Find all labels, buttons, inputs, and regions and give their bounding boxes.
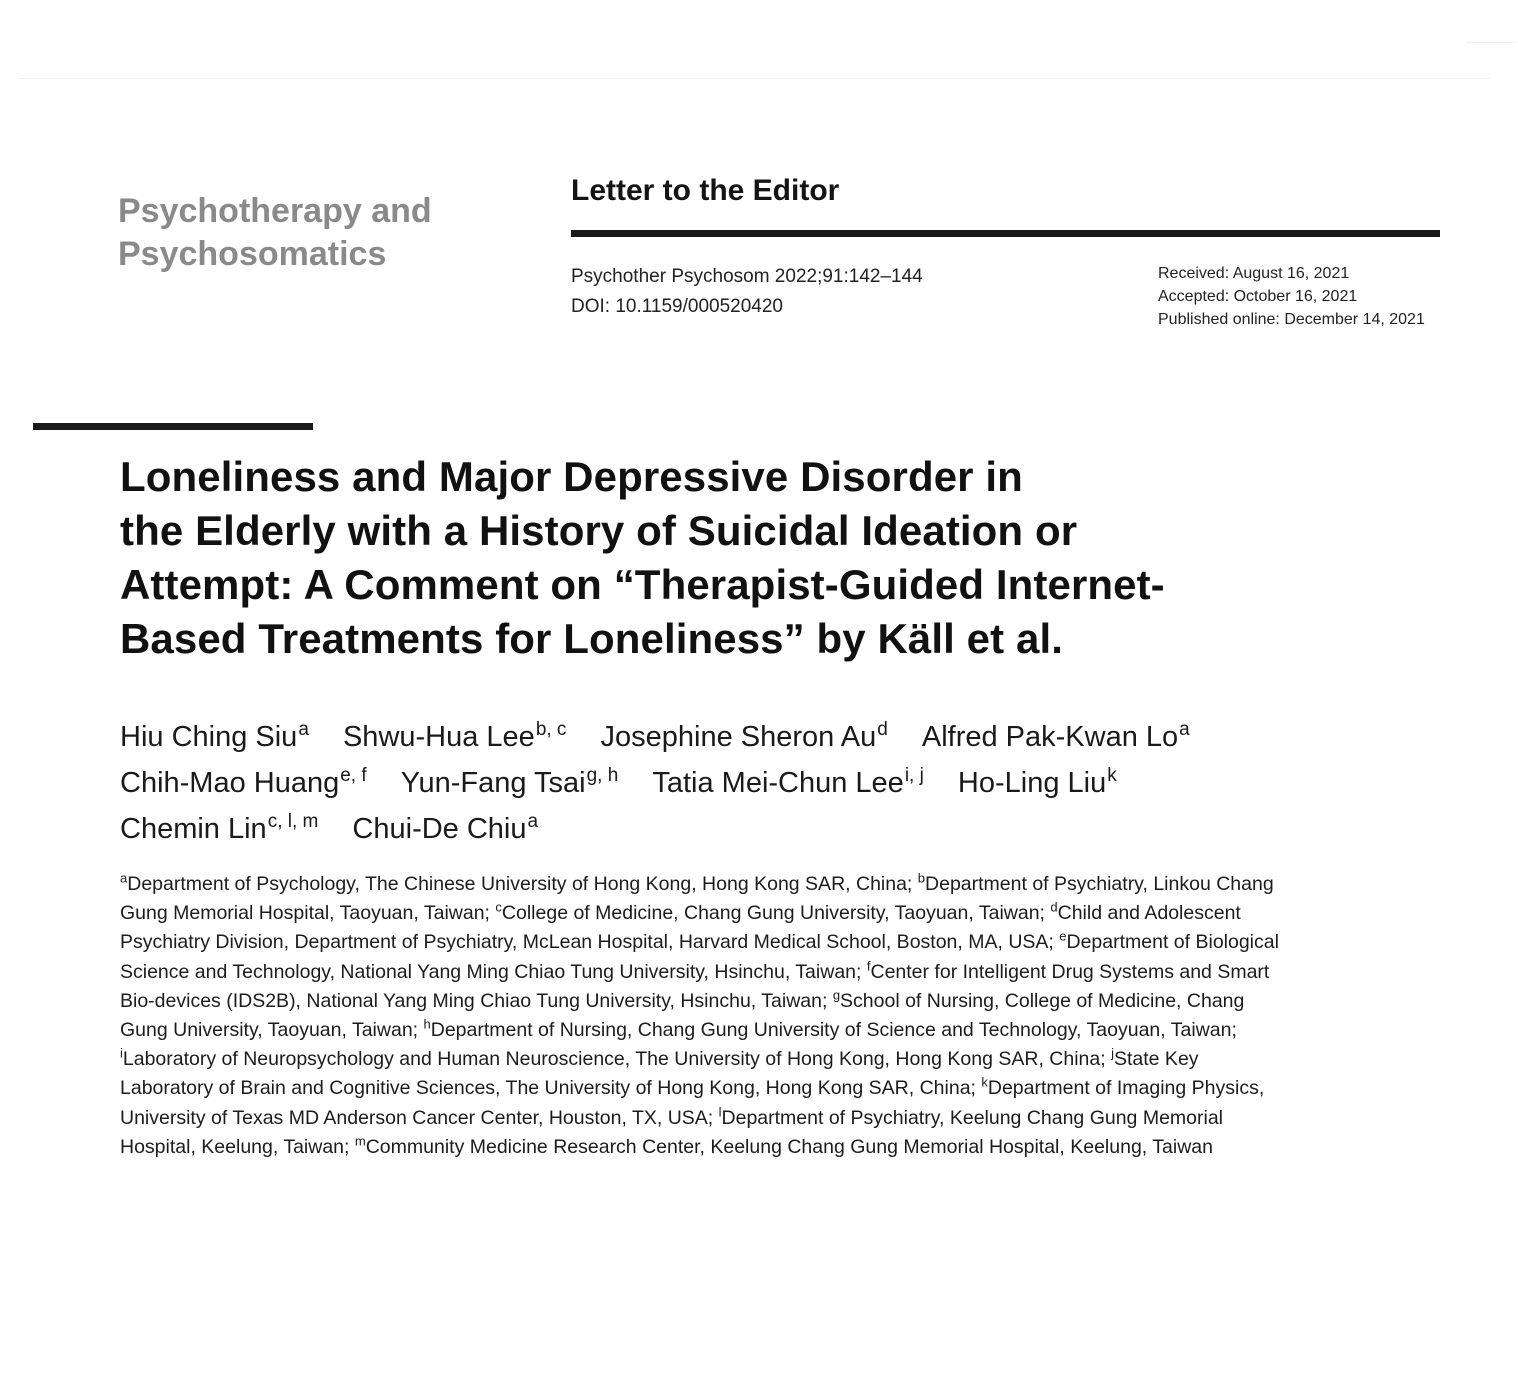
author	[120, 760, 367, 806]
author	[120, 714, 309, 760]
section-label: Letter to the Editor	[571, 174, 840, 207]
author	[601, 714, 888, 760]
title-rule	[33, 423, 313, 430]
title-line: Attempt: A Comment on “Therapist-Guided Internet-	[120, 561, 1165, 608]
top-divider	[20, 78, 1490, 79]
journal-citation: Psychother Psychosom 2022;91:142–144	[571, 266, 923, 287]
author	[958, 760, 1117, 806]
affiliation-letter: i	[120, 1045, 123, 1061]
received-date: Received: August 16, 2021	[1158, 265, 1350, 282]
journal-name-line-1: Psychotherapy and	[118, 192, 432, 230]
author-affiliation-marker: a	[298, 719, 309, 741]
section-rule	[571, 230, 1440, 237]
affiliations-block	[120, 870, 1290, 1162]
author	[352, 806, 538, 852]
journal-name-line-2: Psychosomatics	[118, 235, 387, 273]
affiliation-text: Department of Psychiatry, Linkou Chang Gung Memorial Hospital, Taoyuan, Taiwan;	[120, 873, 1274, 925]
affiliation-letter: k	[981, 1074, 988, 1090]
affiliation-text: Department of Imaging Physics, University of Texas MD Anderson Cancer Center, Houston, TX, USA;	[120, 1077, 1265, 1129]
author-name: Hiu Ching Siu	[120, 721, 298, 753]
author-affiliation-marker: k	[1107, 765, 1117, 787]
affiliation-text: Child and Adolescent Psychiatry Division, Department of Psychiatry, McLean Hospital, Harvard Medical School, Boston, MA, USA;	[120, 902, 1241, 954]
corner-divider	[1466, 42, 1516, 43]
affiliation-text: State Key Laboratory of Brain and Cognitive Sciences, The University of Hong Kong, Hong Kong SAR, China;	[120, 1048, 1199, 1100]
affiliation-text: Department of Nursing, Chang Gung University of Science and Technology, Taoyuan, Taiwan;	[430, 1019, 1237, 1042]
author-name: Tatia Mei-Chun Lee	[652, 767, 904, 799]
affiliation-text: Community Medicine Research Center, Keelung Chang Gung Memorial Hospital, Keelung, Taiwan	[365, 1135, 1213, 1158]
author-name: Ho-Ling Liu	[957, 767, 1107, 799]
author-affiliation-marker: i, j	[904, 765, 924, 787]
affiliation-letter: m	[354, 1133, 366, 1149]
article-title	[120, 450, 1360, 666]
affiliation-letter: e	[1059, 928, 1067, 944]
author	[922, 714, 1190, 760]
affiliation-letter: f	[866, 958, 871, 974]
affiliation-text: Department of Psychology, The Chinese University of Hong Kong, Hong Kong SAR, China;	[127, 873, 913, 895]
affiliation-text: Center for Intelligent Drug Systems and Smart Bio-devices (IDS2B), National Yang Ming Chiao Tung University, Hsinchu, Taiwan;	[120, 960, 1270, 1012]
author	[652, 760, 923, 806]
author-name: Chih-Mao Huang	[120, 767, 340, 799]
published-date: Published online: December 14, 2021	[1158, 311, 1425, 328]
affiliation-text: College of Medicine, Chang Gung University, Taoyuan, Taiwan;	[501, 902, 1045, 925]
author-name: Chui-De Chiu	[352, 813, 527, 845]
author	[401, 760, 619, 806]
author	[343, 714, 566, 760]
affiliation-text: Department of Psychiatry, Keelung Chang Gung Memorial Hospital, Keelung, Taiwan;	[120, 1106, 1223, 1158]
affiliation-letter: a	[120, 870, 128, 886]
accepted-date: Accepted: October 16, 2021	[1158, 288, 1358, 305]
author-name: Yun-Fang Tsai	[400, 767, 586, 799]
author-list	[120, 714, 1320, 852]
doi[interactable]: DOI: 10.1159/000520420	[571, 296, 783, 317]
author-name: Shwu-Hua Lee	[342, 721, 535, 753]
citation-block	[571, 262, 923, 322]
author-affiliation-marker: a	[1179, 719, 1190, 741]
author-name: Josephine Sheron Au	[600, 721, 877, 753]
affiliation-letter: d	[1050, 899, 1058, 915]
affiliation-text: Department of Biological Science and Technology, National Yang Ming Chiao Tung University, Hsinchu, Taiwan;	[120, 931, 1279, 983]
author-affiliation-marker: c, l, m	[267, 811, 319, 833]
author-affiliation-marker: g, h	[586, 765, 619, 787]
author-affiliation-marker: a	[527, 811, 539, 833]
affiliation-letter: h	[423, 1016, 431, 1032]
article-history	[1158, 262, 1425, 331]
affiliation-text: Laboratory of Neuropsychology and Human Neuroscience, The University of Hong Kong, Hong Kong SAR, China;	[122, 1048, 1106, 1071]
title-line: Loneliness and Major Depressive Disorder in	[120, 453, 1023, 500]
author-name: Chemin Lin	[120, 813, 267, 845]
journal-name	[118, 190, 538, 276]
author-affiliation-marker: d	[877, 719, 888, 741]
affiliation-letter: l	[718, 1104, 722, 1120]
author-affiliation-marker: b, c	[535, 719, 567, 741]
affiliation-text: School of Nursing, College of Medicine, Chang Gung University, Taoyuan, Taiwan;	[120, 989, 1245, 1042]
title-line: the Elderly with a History of Suicidal Ideation or	[120, 507, 1078, 554]
affiliation-letter: b	[917, 870, 926, 886]
affiliation-letter: c	[495, 899, 502, 915]
author	[120, 806, 318, 852]
author-name: Alfred Pak-Kwan Lo	[921, 721, 1179, 753]
title-line: Based Treatments for Loneliness” by Käll et al.	[120, 615, 1063, 662]
author-affiliation-marker: e, f	[340, 765, 367, 787]
affiliation-letter: j	[1111, 1045, 1114, 1061]
affiliation-letter: g	[832, 987, 841, 1003]
